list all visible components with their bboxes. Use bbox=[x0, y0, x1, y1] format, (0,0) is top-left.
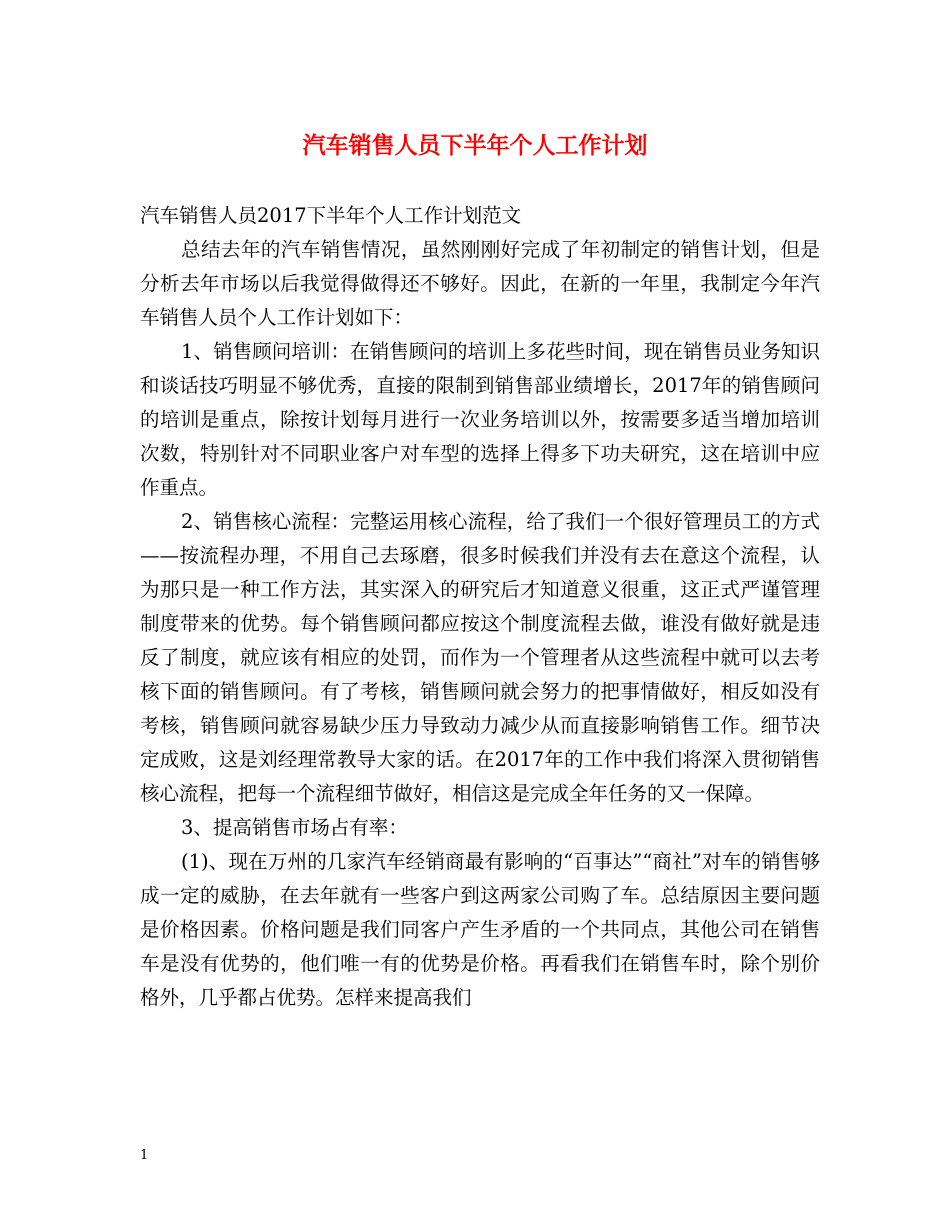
paragraph-training: 1、销售顾问培训：在销售顾问的培训上多花些时间，现在销售员业务知识和谈话技巧明显不够优秀，直接的限制到销售部业绩增长，2017年的销售顾问的培训是重点，除按计划每月进行一次业务培训以外，按需要多适当增加培训次数，特别针对不同职业客户对车型的选择上得多下功夫研究，这在培训中应作重点。 bbox=[140, 340, 820, 499]
page-number: 1 bbox=[140, 1148, 149, 1163]
paragraph-intro: 总结去年的汽车销售情况，虽然刚刚好完成了年初制定的销售计划，但是分析去年市场以后我觉得做得还不够好。因此，在新的一年里，我制定今年汽车销售人员个人工作计划如下： bbox=[140, 238, 820, 329]
document-subtitle: 汽车销售人员2017下半年个人工作计划范文 bbox=[140, 204, 522, 227]
paragraph-competition: (1)、现在万州的几家汽车经销商最有影响的“百事达”“商社”对车的销售够成一定的威胁，在去年就有一些客户到这两家公司购了车。总结原因主要问题是价格因素。价格问题是我们同客户产生矛盾的一个共同点，其他公司在销售车是没有优势的，他们唯一有的优势是价格。再看我们在销售车时，除个别价格外，几乎都占优势。怎样来提高我们 bbox=[140, 850, 820, 1009]
paragraph-market-share-heading: 3、提高销售市场占有率： bbox=[181, 816, 408, 839]
document-title: 汽车销售人员下半年个人工作计划 bbox=[302, 133, 648, 159]
paragraph-core-process: 2、销售核心流程：完整运用核心流程，给了我们一个很好管理员工的方式——按流程办理，不用自己去琢磨，很多时候我们并没有去在意这个流程，认为那只是一种工作方法，其实深入的研究后才知道意义很重，这正式严谨管理制度带来的优势。每个销售顾问都应按这个制度流程去做，谁没有做好就是违反了制度，就应该有相应的处罚，而作为一个管理者从这些流程中就可以去考核下面的销售顾问。有了考核，销售顾问就会努力的把事情做好，相反如没有考核，销售顾问就容易缺少压力导致动力减少从而直接影响销售工作。细节决定成败，这是刘经理常教导大家的话。在2017年的工作中我们将深入贯彻销售核心流程，把每一个流程细节做好，相信这是完成全年任务的又一保障。 bbox=[140, 510, 820, 805]
document-body bbox=[140, 199, 820, 1015]
